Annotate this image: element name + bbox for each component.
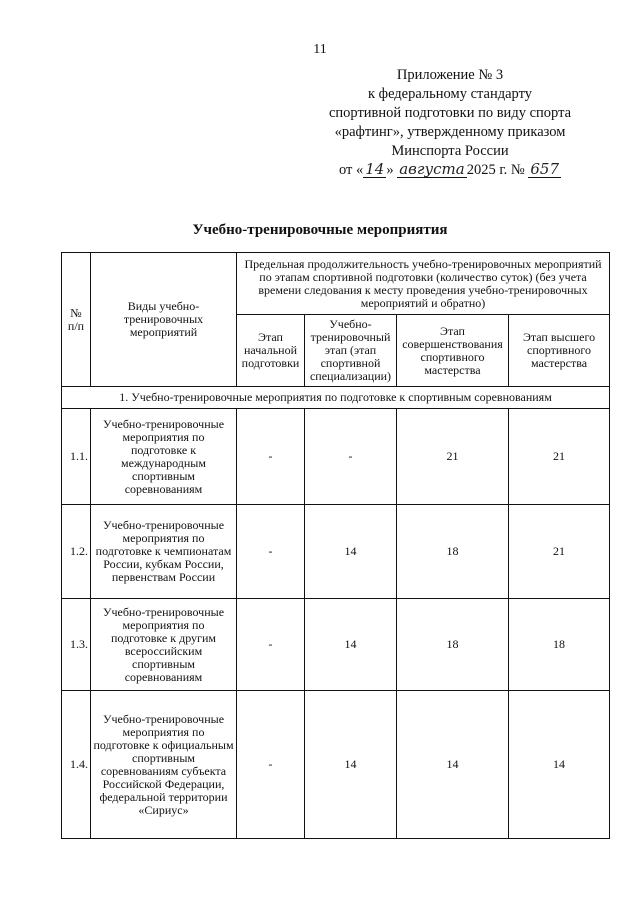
table-row xyxy=(62,505,610,599)
section-row xyxy=(62,387,610,409)
header-duration-group: Предельная продолжительность учебно-тренировочных мероприятий по этапам спортивной подготовки (количество суток) (без учета времени следования к месту проведения учебно-тренировочных мероприятий и обратно) xyxy=(237,253,610,315)
row-number: 1.1. xyxy=(62,409,91,505)
value-improvement: 18 xyxy=(397,599,509,691)
row-name: Учебно-тренировочные мероприятия по подготовке к международным спортивным соревнованиям xyxy=(91,409,237,505)
row-name: Учебно-тренировочные мероприятия по подготовке к чемпионатам России, кубкам России, первенствам России xyxy=(91,505,237,599)
row-number: 1.2. xyxy=(62,505,91,599)
value-training: 14 xyxy=(305,599,397,691)
appendix-line-4: «рафтинг», утвержденному приказом xyxy=(334,124,566,140)
value-improvement: 14 xyxy=(397,691,509,839)
header-row-1 xyxy=(62,253,610,315)
value-initial: - xyxy=(237,599,305,691)
date-mid: » xyxy=(386,162,394,178)
value-higher: 14 xyxy=(509,691,610,839)
value-initial: - xyxy=(237,691,305,839)
appendix-line-5: Минспорта России xyxy=(391,143,509,159)
header-stage-initial: Этап начальной подготовки xyxy=(237,315,305,387)
row-number: 1.3. xyxy=(62,599,91,691)
header-stage-higher: Этап высшего спортивного мастерства xyxy=(509,315,610,387)
row-number: 1.4. xyxy=(62,691,91,839)
row-name: Учебно-тренировочные мероприятия по подготовке к другим всероссийским спортивным соревнованиям xyxy=(91,599,237,691)
value-improvement: 21 xyxy=(397,409,509,505)
document-title: Учебно-тренировочные мероприятия xyxy=(192,222,448,238)
appendix-line-3: спортивной подготовки по виду спорта xyxy=(328,105,572,121)
value-training: - xyxy=(305,409,397,505)
handwritten-day: 14 xyxy=(365,160,385,178)
value-higher: 21 xyxy=(509,409,610,505)
value-training: 14 xyxy=(305,505,397,599)
value-training: 14 xyxy=(305,691,397,839)
header-stage-training: Учебно-тренировочный этап (этап спортивной специализации) xyxy=(305,315,397,387)
order-date-line xyxy=(300,161,600,180)
header-kind: Виды учебно-тренировочных мероприятий xyxy=(91,253,237,387)
value-higher: 21 xyxy=(509,505,610,599)
date-prefix: от « xyxy=(338,162,364,178)
section-title: 1. Учебно-тренировочные мероприятия по подготовке к спортивным соревнованиям xyxy=(62,387,610,409)
value-initial: - xyxy=(237,409,305,505)
page-number: 11 xyxy=(313,42,327,57)
training-events-table xyxy=(61,252,610,839)
row-name: Учебно-тренировочные мероприятия по подготовке к официальным спортивным соревнованиям субъекта Российской Федерации, федеральной территории «Сириус» xyxy=(91,691,237,839)
appendix-header xyxy=(300,66,600,180)
appendix-line-1: Приложение № 3 xyxy=(396,67,504,83)
table-row xyxy=(62,599,610,691)
value-higher: 18 xyxy=(509,599,610,691)
table-row xyxy=(62,409,610,505)
handwritten-month: августа xyxy=(399,160,465,178)
header-stage-improvement: Этап совершенствования спортивного мастерства xyxy=(397,315,509,387)
year-text: 2025 г. № xyxy=(466,162,525,178)
appendix-line-2: к федеральному стандарту xyxy=(368,86,532,102)
header-number: № п/п xyxy=(62,253,91,387)
value-initial: - xyxy=(237,505,305,599)
table-row xyxy=(62,691,610,839)
handwritten-order-number: 657 xyxy=(530,160,560,178)
value-improvement: 18 xyxy=(397,505,509,599)
